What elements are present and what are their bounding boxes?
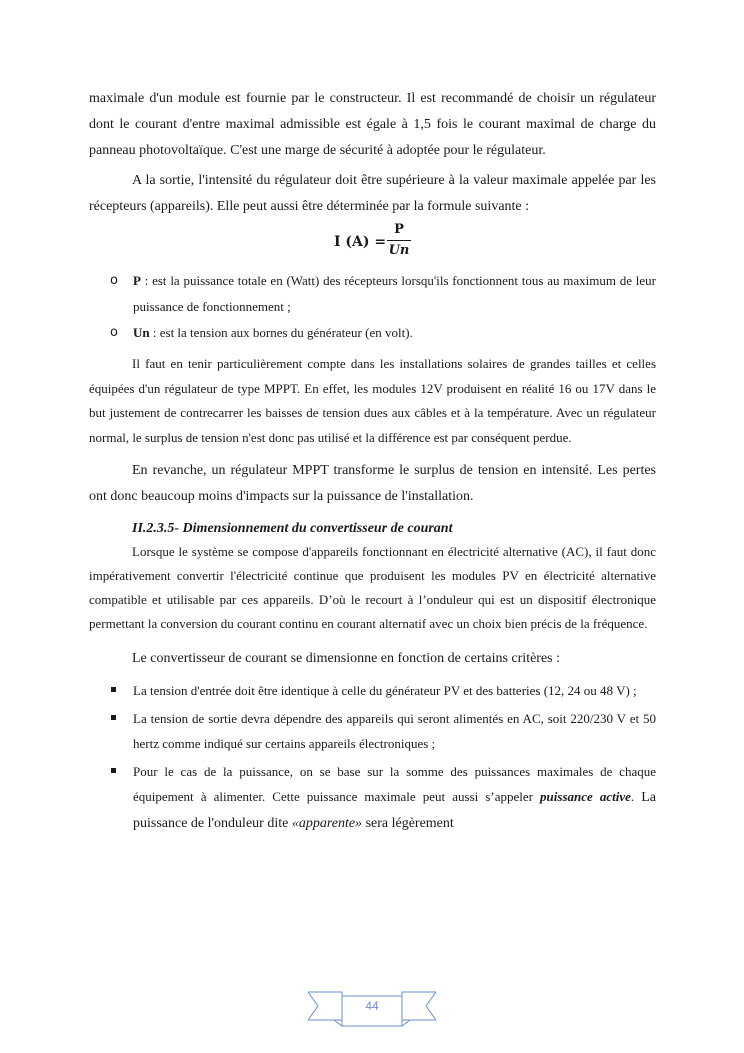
paragraph-mppt-note: Il faut en tenir particulièrement compte dans les installations solaires de grandes tailles et celles équipées d'un régulateur de type MPPT. En effet, les modules 12V produisent en réalité 16 ou 17V dans le but justement de contrecarrer les baisses de tension dues aux câbles et à la température. Avec un régulateur normal, le surplus de tension n'est donc pas utilisé et la différence est par conséquent perdue. — [89, 356, 656, 445]
emphasis-apparent: «apparente» — [291, 816, 363, 831]
criteria-list — [89, 678, 656, 836]
circle-bullet-icon: o — [110, 273, 118, 288]
square-bullet-icon — [111, 715, 116, 720]
paragraph-mppt-transform: En revanche, un régulateur MPPT transforme le surplus de tension en intensité. Les pertes ont donc beaucoup moins d'impacts sur la puissance de l'installation. — [89, 463, 656, 504]
emphasis-active-power: puissance active — [540, 789, 631, 804]
criteria-tail-a: La puissance de l'onduleur dite — [133, 790, 657, 831]
criteria-text: La tension de sortie devra dépendre des appareils qui seront alimentés en AC, soit 220/230 V et 50 hertz comme indiqué sur certains appareils électroniques ; — [133, 711, 656, 751]
document-page — [89, 86, 656, 839]
square-bullet-icon — [111, 687, 116, 692]
current-formula — [89, 222, 656, 262]
square-bullet-icon — [111, 768, 116, 773]
formula-lhs: I (A) = — [334, 234, 387, 250]
page-number: 44 — [365, 999, 379, 1013]
formula-definitions — [89, 268, 656, 346]
definition-term: Un — [133, 325, 150, 340]
formula-numerator: P — [394, 222, 404, 237]
formula-denominator: Un — [388, 243, 410, 258]
criteria-tail-b: sera légèrement — [362, 816, 454, 831]
definition-text: : est la tension aux bornes du générateur (en volt). — [149, 325, 413, 340]
definition-item — [89, 320, 656, 346]
definition-term: P — [133, 273, 141, 288]
section-heading: II.2.3.5- Dimensionnement du convertisseur de courant — [132, 521, 453, 536]
criteria-text: La tension d'entrée doit être identique à celle du générateur PV et des batteries (12, 24 ou 48 V) ; — [133, 683, 637, 698]
formula-fraction — [387, 222, 411, 259]
criteria-item — [89, 678, 656, 703]
criteria-text-after: . — [630, 789, 642, 804]
definition-item — [89, 268, 656, 320]
fraction-bar — [387, 240, 411, 241]
paragraph-criteria-intro: Le convertisseur de courant se dimensionne en fonction de certains critères : — [132, 651, 561, 666]
page-number-ribbon — [308, 990, 436, 1030]
criteria-text: Pour le cas de la puissance, on se base sur la somme des puissances maximales de chaque équipement à alimenter. Cette puissance maximale peut aussi s’appeler — [133, 764, 656, 804]
circle-bullet-icon: o — [110, 325, 118, 340]
definition-text: : est la puissance totale en (Watt) des récepteurs lorsqu'ils fonctionnent tous au maximum de leur puissance de fonctionnement ; — [133, 273, 656, 314]
paragraph-regulator-input: maximale d'un module est fournie par le constructeur. Il est recommandé de choisir un régulateur dont le courant d'entre maximal admissible est égale à 1,5 fois le courant maximal de charge du panneau photovoltaïque. C'est une marge de sécurité à adoptée pour le régulateur. — [89, 91, 656, 158]
paragraph-regulator-output: A la sortie, l'intensité du régulateur doit être supérieure à la valeur maximale appelée par les récepteurs (appareils). Elle peut aussi être déterminée par la formule suivante : — [89, 173, 656, 214]
criteria-item — [89, 706, 656, 756]
criteria-item — [89, 759, 656, 836]
paragraph-inverter-intro: Lorsque le système se compose d'appareils fonctionnant en électricité alternative (AC), il faut donc impérativement convertir l'électricité continue que produisent les modules PV en électricité alternative compatible et utilisable par ces appareils. D’où le recourt à l’onduleur qui est un dispositif électronique permettant la conversion du courant continu en courant alternatif avec un choix bien précis de la fréquence. — [89, 544, 656, 631]
